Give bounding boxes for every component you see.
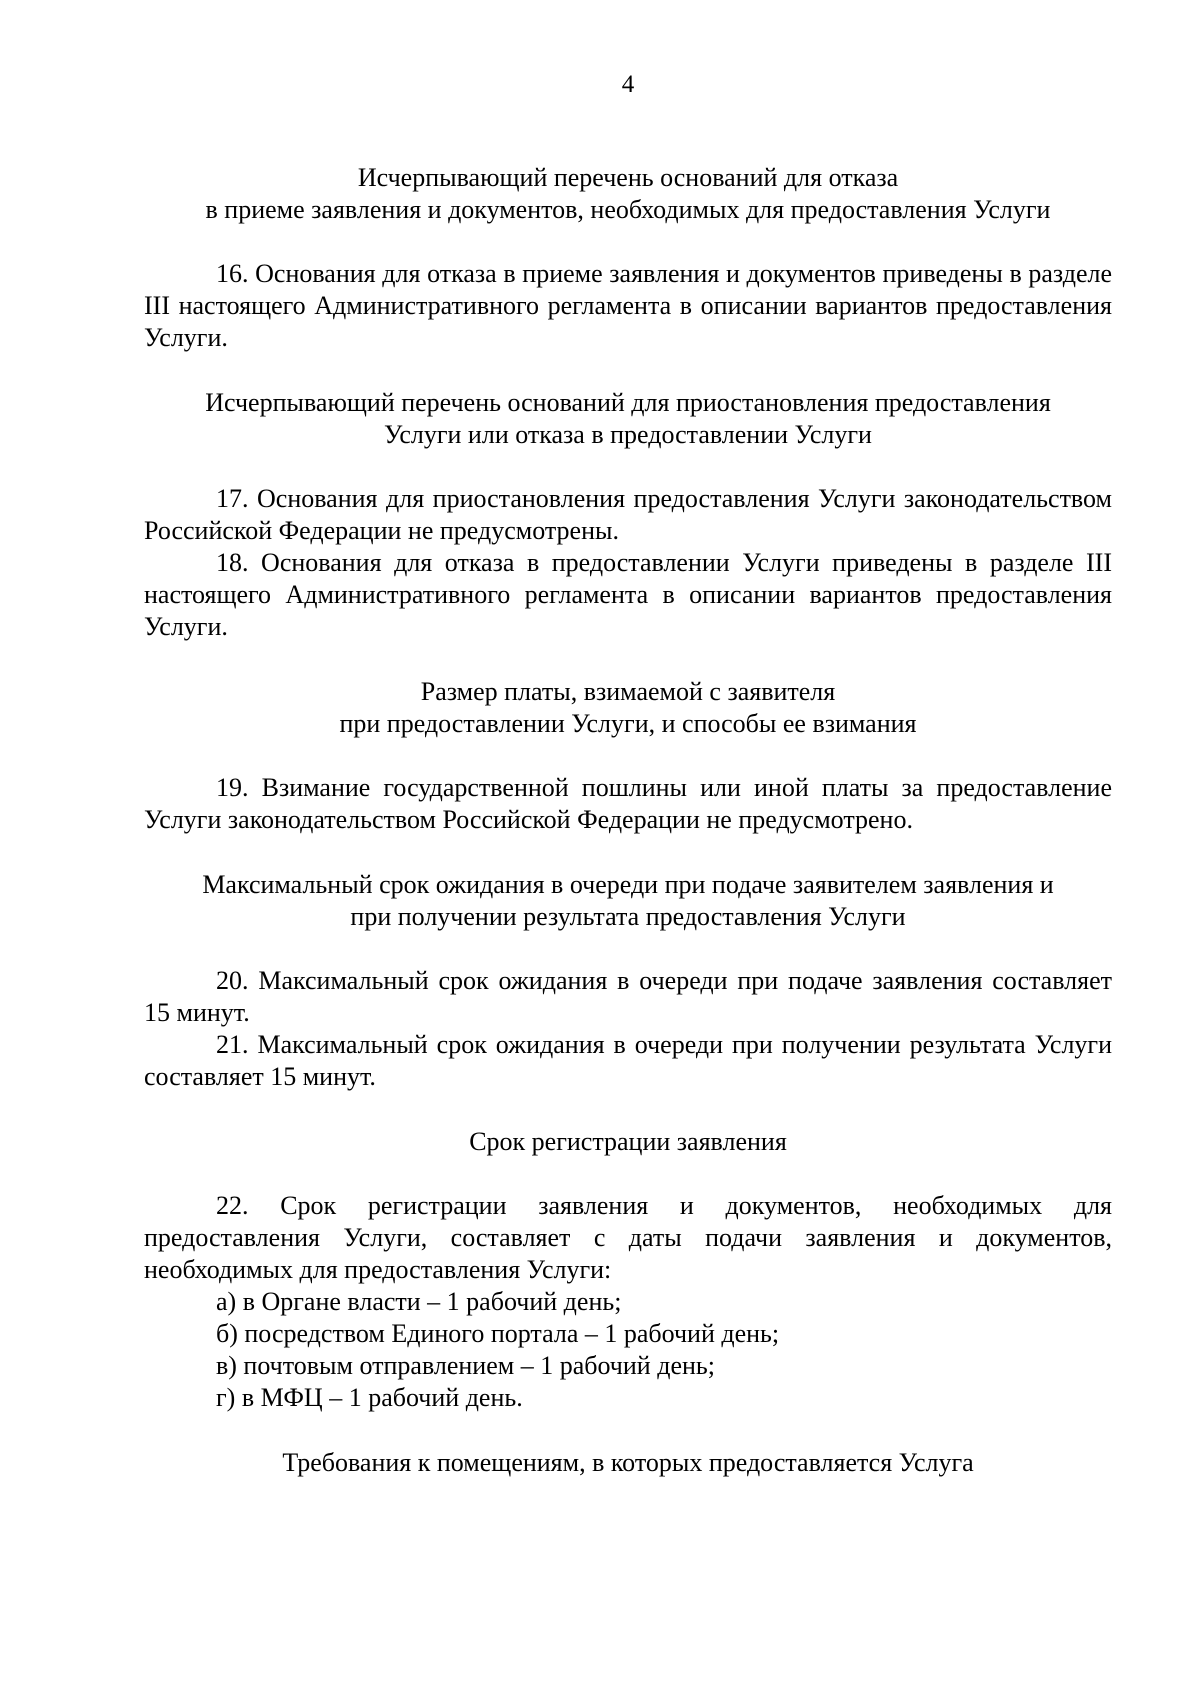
section-heading-queue-time	[144, 869, 1112, 933]
heading-line: Требования к помещениям, в которых предоставляется Услуга	[282, 1448, 974, 1477]
paragraph-22: 22. Срок регистрации заявления и документов, необходимых для предоставления Услуги, составляет с даты подачи заявления и документов, необходимых для предоставления Услуги:	[144, 1191, 1112, 1284]
paragraph-16: 16. Основания для отказа в приеме заявления и документов приведены в разделе III настоящего Административного регламента в описании вариантов предоставления Услуги.	[144, 259, 1112, 352]
paragraph-19: 19. Взимание государственной пошлины или иной платы за предоставление Услуги законодательством Российской Федерации не предусмотрено.	[144, 773, 1112, 834]
heading-line: Исчерпывающий перечень оснований для отказа	[357, 163, 899, 192]
heading-line: Исчерпывающий перечень оснований для приостановления предоставления	[205, 388, 1051, 417]
heading-line: при предоставлении Услуги, и способы ее взимания	[339, 709, 917, 738]
heading-line: при получении результата предоставления Услуги	[350, 902, 906, 931]
page-number: 4	[621, 71, 635, 98]
heading-line: Размер платы, взимаемой с заявителя	[420, 677, 836, 706]
list-item: в) почтовым отправлением – 1 рабочий день;	[216, 1351, 715, 1380]
paragraph-21: 21. Максимальный срок ожидания в очереди при получении результата Услуги составляет 15 минут.	[144, 1030, 1112, 1091]
heading-line: Максимальный срок ожидания в очереди при подаче заявителем заявления и	[202, 870, 1054, 899]
paragraph-17: 17. Основания для приостановления предоставления Услуги законодательством Российской Федерации не предусмотрены.	[144, 484, 1112, 545]
section-heading-suspension	[144, 387, 1112, 451]
section-heading-fee	[144, 676, 1112, 740]
paragraph-18: 18. Основания для отказа в предоставлении Услуги приведены в разделе III настоящего Административного регламента в описании вариантов предоставления Услуги.	[144, 548, 1112, 641]
heading-line: в приеме заявления и документов, необходимых для предоставления Услуги	[205, 195, 1051, 224]
section-heading-premises	[144, 1447, 1112, 1479]
list-item: г) в МФЦ – 1 рабочий день.	[216, 1383, 523, 1412]
list-item: а) в Органе власти – 1 рабочий день;	[216, 1287, 622, 1316]
section-heading-registration	[144, 1126, 1112, 1158]
list-item: б) посредством Единого портала – 1 рабочий день;	[216, 1319, 780, 1348]
section-heading-refusal-acceptance	[144, 162, 1112, 226]
heading-line: Срок регистрации заявления	[469, 1127, 787, 1156]
heading-line: Услуги или отказа в предоставлении Услуги	[384, 420, 872, 449]
paragraph-20: 20. Максимальный срок ожидания в очереди при подаче заявления составляет 15 минут.	[144, 966, 1112, 1027]
